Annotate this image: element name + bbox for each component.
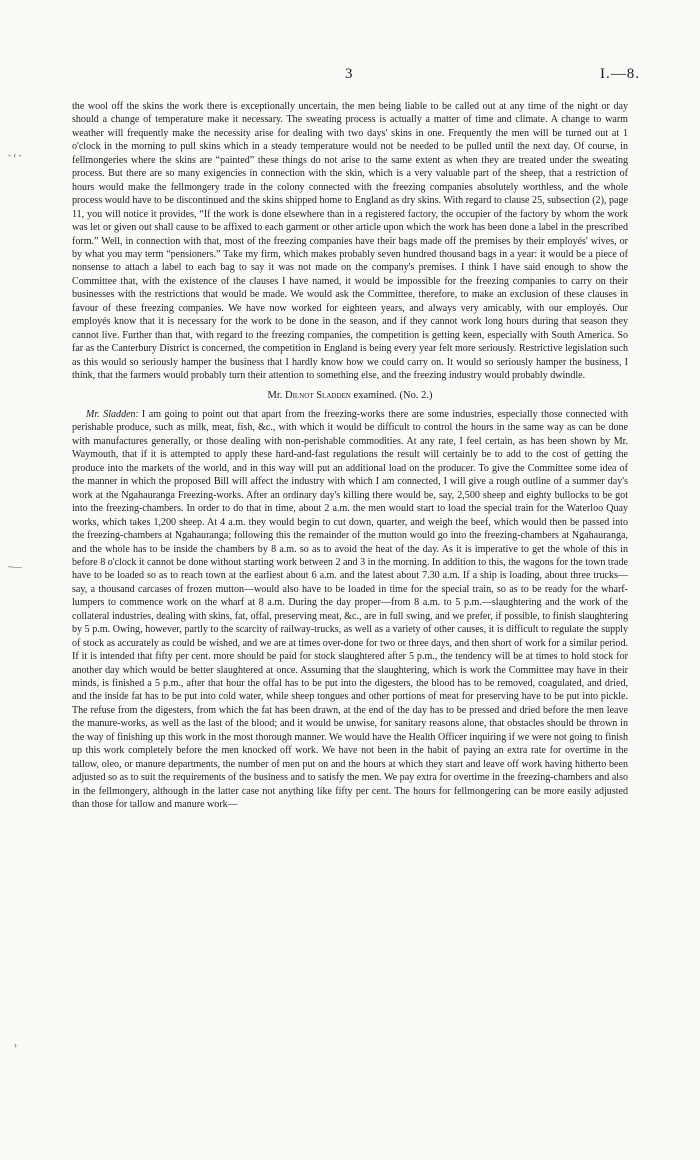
paragraph: the wool off the skins the work there is exceptionally uncertain, the men being liable to be called out at any time of the night or day should a change of temperature make it necessary. The sweating process is actually a matter of time and climate. A change to warm weather will frequently make the necessity arise for dealing with two days' skins in one. Frequently the men will be turned out at 1 o'clock in the morning to pull skins which in a steady temperature would not be needed to be pulled until the next day. Of course, in fellmongeries where the skins are “painted” these things do not arise to the same extent as when they are treated under the sweating process. But there are so many exigencies in connection with the skin, which is a very valuable part of the sheep, that a restriction of hours would make the fellmongery trade in the colony connected with the freezing companies absolutely worthless, and the whole process would have to be discontinued and the skins shipped home to England as dry skins. With regard to clause 25, subsection (2), page 11, you will notice it provides, “If the work is done elsewhere than in a registered factory, the occupier of the factory by whom the work was let or given out shall cause to be affixed to each garment or other article upon which the work has been done a label in the prescribed form.” Well, in connection with that, most of the freezing companies have their bags made off the premises by their employés' wives, or by what you may term “pensioners.” Take my firm, which makes probably seven hundred thousand bags in a year: it would be a piece of nonsense to attach a label to each bag to say it was not made on the company's premises. I think I have said enough to show the Committee that, with the existence of the clauses I have named, it would be impossible for the freezing companies to carry on their businesses with the restrictions that would be made. We would ask the Committee, therefore, to make an exclusion of these clauses in favour of these freezing companies. We have now worked for eighteen years, and always very amicably, with our employés. Our employés know that it is necessary for the work to be done in the season, and if they cannot work long hours during that season they cannot live. Further than that, with regard to the freezing companies, the competition is getting keen, especially with South America. So far as the Canterbury District is concerned, the competition in England is being every year felt more seriously. Restrictive legislation such as this would so seriously hamper the business that I hardly know how we could carry on. It would so seriously hamper the business, I think, that the farmers would probably turn their attention to something else, and the freezing industry would probably dwindle. <box>72 101 628 382</box>
page-number: 3 <box>345 66 353 82</box>
document-body <box>72 100 628 812</box>
margin-mark: - ‹ - <box>8 150 22 160</box>
margin-mark: ~— <box>8 562 22 572</box>
margin-mark: › <box>14 1040 17 1050</box>
paragraph-text: : I am going to point out that apart from the freezing-works there are some industries, especially those connected with perishable produce, such as milk, meat, fish, &c., with which it would be difficult to control the hours in the same way as can be done with manufactures generally, or those dealing with non-perishable commodities. At any rate, I feel certain, as has been shown by Mr. Waymouth, that if it is attempted to apply these hard-and-fast regulations the result will certainly be to add to the cost of getting the produce into the markets of the world, and in this way will put an additional load on the producer. To give the Committee some idea of the manner in which the proposed Bill will affect the industry with which I am connected, I will give a rough outline of a summer day's work at the Ngahauranga Freezing-works. After an ordinary day's killing there would be, say, 2,500 sheep and eighty bullocks to be got into the freezing-chambers. In order to do that in time, about 2 a.m. the men would start to load the special train for the Waterloo Quay works, which takes 1,200 sheep. At 4 a.m. they would begin to cut down, quarter, and weigh the beef, which would then be passed into the freezing-chambers at Ngahauranga; following this the remainder of the mutton would go into the freezing-chambers at Ngahauranga, and the whole has to be inside the chambers by 8 a.m. so as to avoid the heat of the day. As it is imperative to get the whole of this in before 8 o'clock it cannot be done without starting work between 2 and 3 in the morning. In addition to this, the wagons for the town trade have to be loaded so as to reach town at the earliest about 6 a.m. and the latest about 7.30 a.m. If a ship is loading, about three trucks—say, a thousand carcases of frozen mutton—would also have to be loaded in time for the special train, so as to be ready for the wharf-lumpers to commence work on the wharf at 8 a.m. During the day proper—from 8 a.m. to 5 p.m.—slaughtering and the work of the collateral industries, dealing with skins, fat, offal, preserving meat, &c., are in full swing, and we prefer, if possible, to finish slaughtering by 5 p.m. Owing, however, partly to the scarcity of railway-trucks, as well as a variety of other causes, it is difficult to regulate the supply of stock as accurately as could be wished, and we are at times over-done for two or three days, and then short of work for a similar period. If it is intended that fifty per cent. more should be paid for stock slaughtered after 5 p.m., the tendency will be at times to hold stock for another day which would be better slaughtered at once. Assuming that the slaughtering, which is work the Committee may have in their minds, is finished a 5 p.m., after that hour the offal has to be put into the digesters, the blood has to be removed, coagulated, and dried, and the inside fat has to be put into cold water, while sheep tongues and other portions of meat for preserving have to be put into pickle. The refuse from the digesters, from which the fat has been drawn, at the end of the day has to be pressed and dried before the men leave the manure-works, as well as the last of the blood; and it would be unwise, for sanitary reasons alone, that obstacles should be thrown in the way of finishing up this work in the most thorough manner. We would have the Health Officer inquiring if we were not going to finish up this work completely before the men knocked off work. We have not been in the habit of paying an extra rate for overtime in the tallow, oleo, or manure departments, the number of men put on and the hours at which they start and leave off work having hitherto been adjusted so as to suit the requirements of the business and to satisfy the men. We pay extra for overtime in the freezing-chambers and also in the fellmongery, although in the latter case not anything like fifty per cent. The hours for fellmongering can be more easily adjusted than those for tallow and manure work— <box>72 408 628 811</box>
heading-suffix: examined. (No. 2.) <box>353 389 433 401</box>
document-reference: I.—8. <box>600 66 640 82</box>
page-header <box>0 66 700 86</box>
heading-prefix: Mr. <box>267 389 283 401</box>
speaker-name: Mr. Sladden <box>86 408 136 420</box>
section-heading <box>72 389 628 402</box>
paragraph <box>72 408 628 812</box>
witness-name: Dilnot Sladden <box>285 389 351 401</box>
